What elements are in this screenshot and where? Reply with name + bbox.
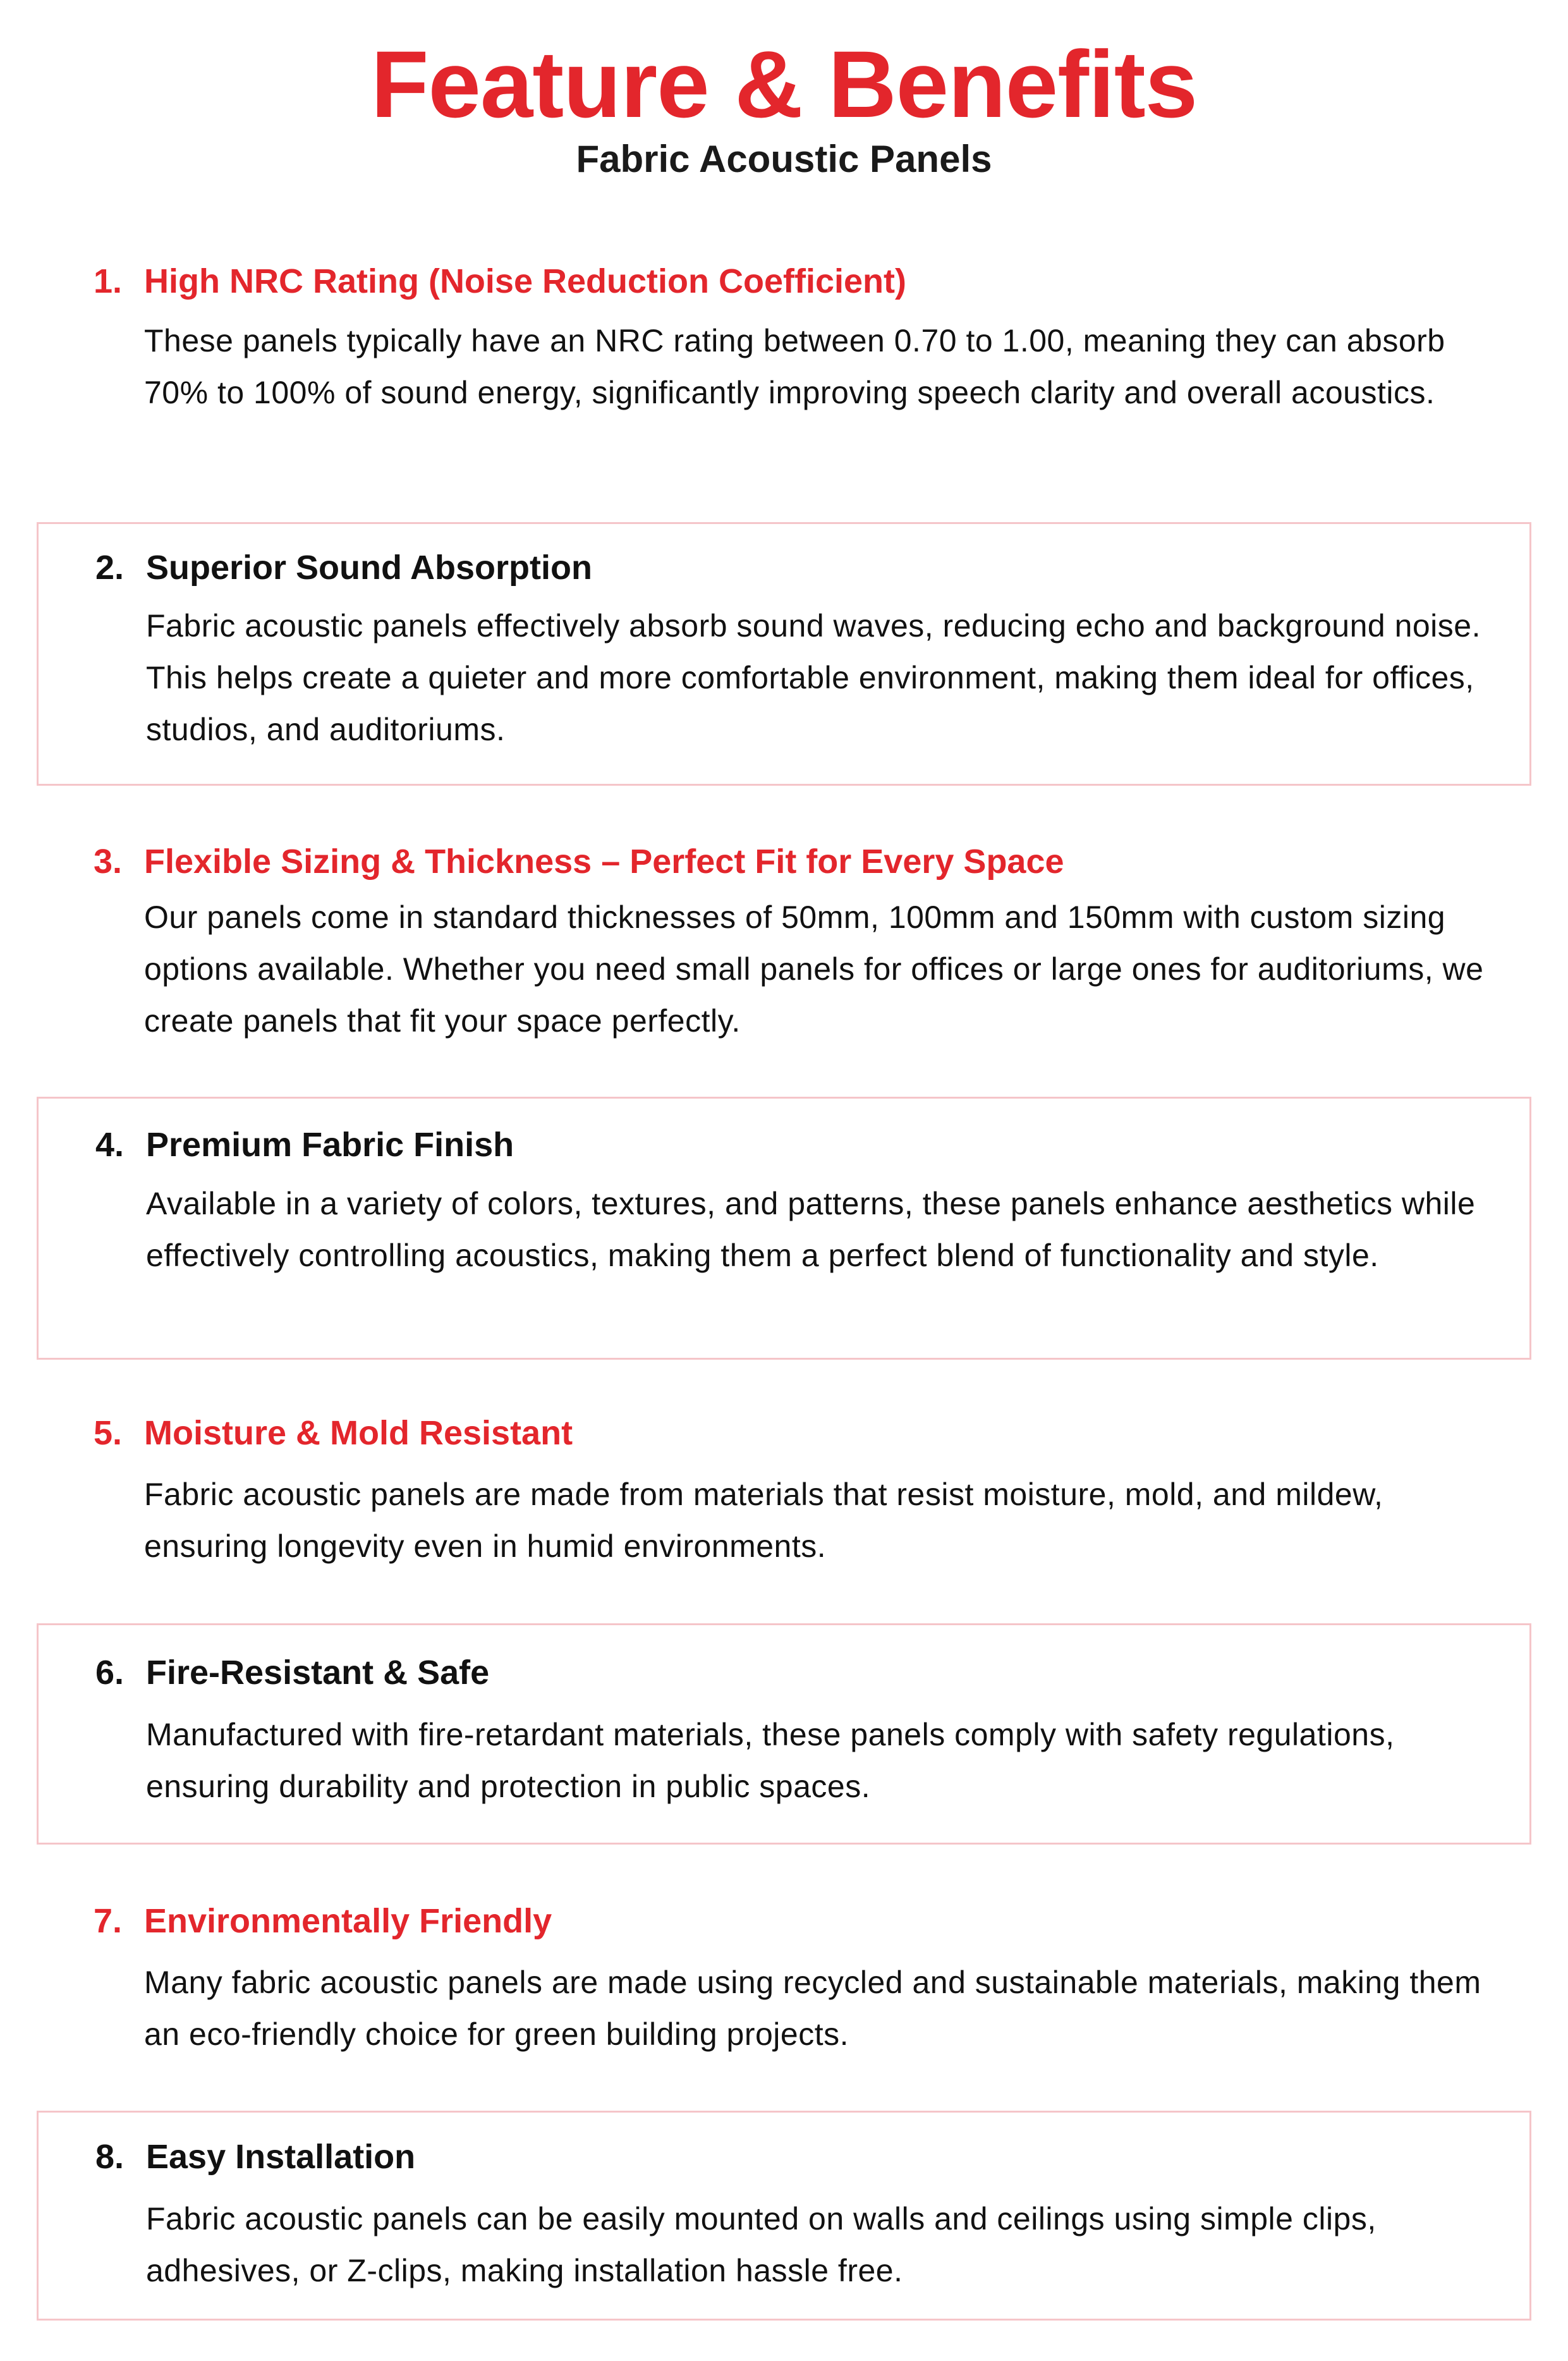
feature-title: Easy Installation: [146, 2138, 416, 2176]
feature-title: Fire-Resistant & Safe: [146, 1654, 490, 1692]
feature-title: Premium Fabric Finish: [146, 1126, 514, 1164]
feature-description: Fabric acoustic panels can be easily mounted on walls and ceilings using simple clips, adhesives, or Z-clips, making installation hassle free.: [146, 2201, 1377, 2288]
feature-heading: [94, 1411, 573, 1455]
feature-title: Superior Sound Absorption: [146, 549, 592, 587]
feature-description: Fabric acoustic panels effectively absorb sound waves, reducing echo and background noise. This helps create a quieter and more comfortable environment, making them ideal for offices, studios, and auditoriums.: [146, 608, 1481, 747]
feature-description: Fabric acoustic panels are made from materials that resist moisture, mold, and mildew, ensuring longevity even in humid environments.: [144, 1477, 1383, 1564]
feature-number: 4.: [95, 1126, 125, 1164]
page-title: Feature & Benefits: [370, 31, 1198, 137]
feature-number: 2.: [95, 549, 125, 587]
feature-item-7: [37, 1899, 1531, 2057]
feature-number: 6.: [95, 1654, 125, 1692]
feature-number: 8.: [95, 2138, 125, 2176]
feature-heading: [95, 546, 592, 590]
feature-item-2: [37, 522, 1531, 786]
feature-title: High NRC Rating (Noise Reduction Coefficient): [144, 262, 906, 300]
feature-description: Our panels come in standard thicknesses of 50mm, 100mm and 150mm with custom sizing options available. Whether you need small panels for offices or large ones for auditoriums, we create panels that fit your space perfectly.: [144, 900, 1484, 1039]
feature-item-6: [37, 1623, 1531, 1845]
feature-description: Many fabric acoustic panels are made using recycled and sustainable materials, making them an eco-friendly choice for green building projects.: [144, 1965, 1481, 2052]
feature-heading: [95, 2135, 415, 2179]
feature-item-4: [37, 1097, 1531, 1360]
feature-description: Manufactured with fire-retardant materials, these panels comply with safety regulations, ensuring durability and protection in public spaces.: [146, 1717, 1395, 1804]
feature-heading: [94, 1899, 552, 1943]
feature-heading: [95, 1650, 489, 1695]
feature-number: 7.: [94, 1902, 123, 1940]
feature-heading: [94, 839, 1064, 884]
feature-title: Moisture & Mold Resistant: [144, 1414, 573, 1452]
page-subtitle: Fabric Acoustic Panels: [576, 138, 992, 180]
feature-description: Available in a variety of colors, textures, and patterns, these panels enhance aesthetics while effectively controlling acoustics, making them a perfect blend of functionality and style.: [146, 1186, 1476, 1273]
feature-item-3: [37, 839, 1531, 1048]
feature-heading: [94, 259, 906, 303]
feature-item-5: [37, 1411, 1531, 1569]
feature-title: Environmentally Friendly: [144, 1902, 552, 1940]
feature-number: 3.: [94, 843, 123, 881]
feature-description: These panels typically have an NRC rating between 0.70 to 1.00, meaning they can absorb 70% to 100% of sound energy, significantly improving speech clarity and overall acoustics.: [144, 323, 1445, 410]
feature-item-1: [37, 256, 1531, 465]
feature-item-8: [37, 2111, 1531, 2321]
feature-heading: [95, 1123, 514, 1167]
feature-number: 5.: [94, 1414, 123, 1452]
feature-number: 1.: [94, 262, 123, 300]
feature-title: Flexible Sizing & Thickness – Perfect Fit for Every Space: [144, 843, 1064, 881]
